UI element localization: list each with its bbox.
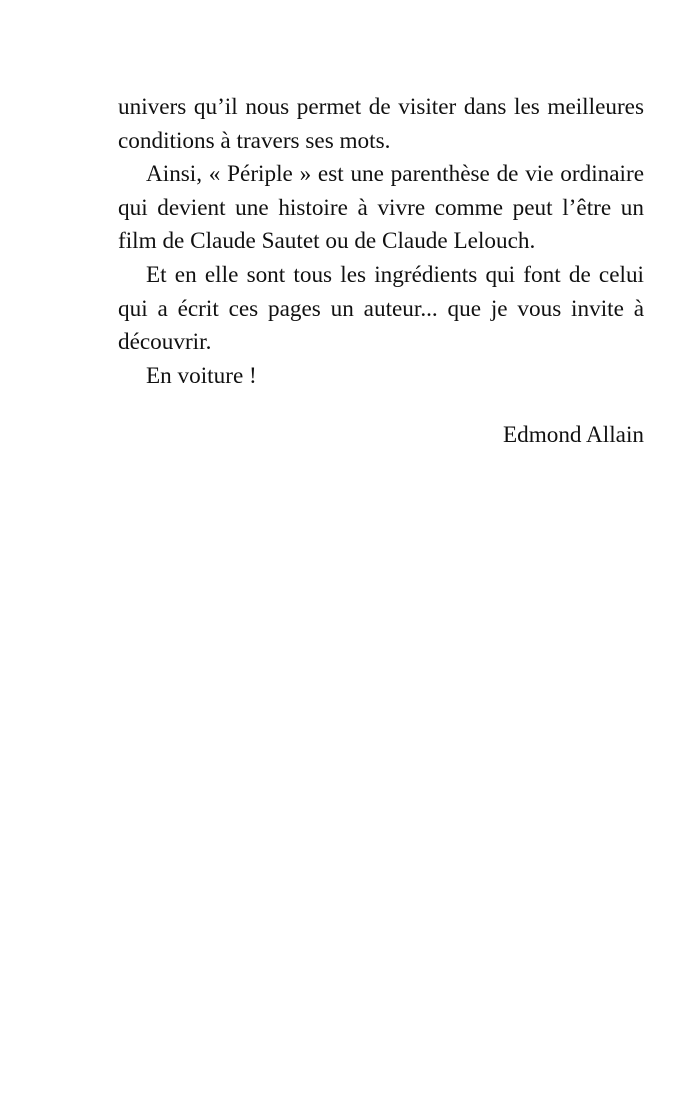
- book-page: [118, 91, 644, 453]
- paragraph-ingredients: Et en elle sont tous les ingrédients qui font de celui qui a écrit ces pages un auteur... que je vous invite à découvrir.: [118, 261, 644, 356]
- author-signature: Edmond Allain: [502, 422, 644, 449]
- paragraph-periple: Ainsi, « Périple » est une parenthèse de vie ordinaire qui devient une histoire à vivre comme peut l’être un film de Claude Sautet ou de Claude Lelouch.: [118, 161, 644, 255]
- paragraph-en-voiture: En voiture !: [146, 362, 257, 389]
- paragraph-continuation: univers qu’il nous permet de visiter dans les meilleures conditions à travers ses mots.: [118, 94, 644, 154]
